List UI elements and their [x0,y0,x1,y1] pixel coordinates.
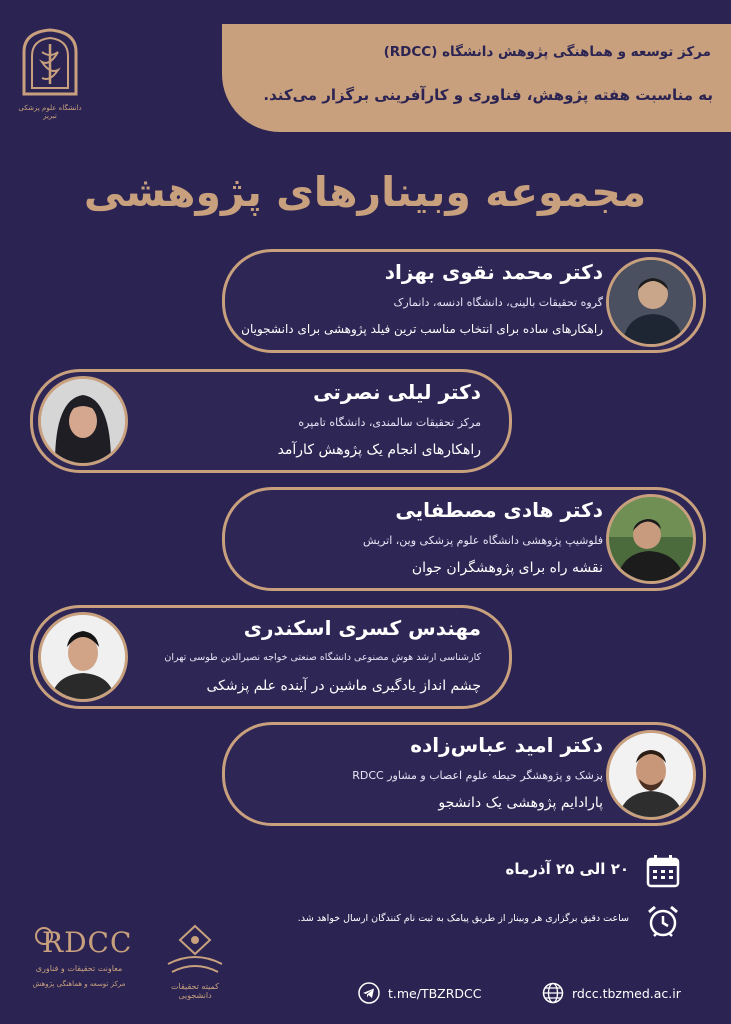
banner-line-2: به مناسبت هفته پژوهش، فناوری و کارآفرینی برگزار می‌کند. [263,86,713,104]
alarm-clock-icon [644,902,682,940]
speaker-affiliation: مرکز تحقیقات سالمندی، دانشگاه تامپره [298,416,481,429]
speaker-name: دکتر هادی مصطفایی [395,498,603,522]
telegram-link-text: t.me/TBZRDCC [388,985,482,1001]
person-avatar-icon [609,260,693,344]
speaker-photo-4 [38,612,128,702]
speaker-topic: پارادایم پژوهشی یک دانشجو [438,795,603,811]
speaker-name: دکتر امید عباس‌زاده [410,733,603,757]
person-avatar-icon [609,733,693,817]
speaker-photo-2 [38,376,128,466]
rdcc-logo [30,922,133,1004]
page-title: مجموعه وبینارهای پژوهشی [83,168,647,216]
person-avatar-icon [609,497,693,581]
university-logo [18,26,82,124]
speaker-topic: راهکارهای انجام یک پژوهش کارآمد [277,442,481,458]
banner-line-1: مرکز توسعه و هماهنگی پژوهش دانشگاه (RDCC) [383,44,711,60]
person-avatar-icon [41,615,125,699]
speaker-name: دکتر محمد نقوی بهزاد [384,260,603,284]
rdcc-logo-caption: معاونت تحقیقات و فناوری [35,964,123,973]
rdcc-logo-caption-2: مرکز توسعه و هماهنگی پژوهش [32,980,126,988]
person-avatar-icon [41,379,125,463]
website-link[interactable] [542,982,681,1004]
speaker-affiliation: فلوشیپ پژوهشی دانشگاه علوم پزشکی وین، اتریش [362,534,603,547]
speaker-affiliation: پزشک و پژوهشگر حیطه علوم اعصاب و مشاور RDCC [352,769,603,782]
header-banner [222,24,731,132]
globe-icon [542,982,564,1004]
speaker-affiliation: گروه تحقیقات بالینی، دانشگاه ادنسه، دانمارک [393,296,603,309]
telegram-link[interactable] [358,982,482,1004]
student-research-logo-caption: کمیته تحقیقات دانشجویی [171,982,219,1000]
speaker-topic: راهکارهای ساده برای انتخاب مناسب ترین فیلد پژوهشی برای دانشجویان [241,322,603,336]
speaker-topic: چشم انداز یادگیری ماشین در آینده علم پزشکی [206,678,481,694]
website-link-text: rdcc.tbzmed.ac.ir [572,985,681,1001]
speaker-photo-1 [606,257,696,347]
speaker-name: دکتر لیلی نصرتی [313,380,481,404]
student-research-logo-icon [158,920,232,980]
telegram-icon [358,982,380,1004]
speaker-name: مهندس کسری اسکندری [243,616,481,640]
time-note: ساعت دقیق برگزاری هر وبینار از طریق پیامک به ثبت نام کنندگان ارسال خواهد شد. [297,913,629,924]
university-logo-icon [18,26,82,96]
speaker-photo-5 [606,730,696,820]
speaker-affiliation: کارشناسی ارشد هوش مصنوعی دانشگاه صنعتی خواجه نصیرالدین طوسی تهران [164,652,481,663]
speaker-topic: نقشه راه برای پژوهشگران جوان [411,560,603,576]
event-date: ۲۰ الی ۲۵ آذرماه [505,860,629,878]
student-research-logo [158,920,232,1006]
university-logo-caption: دانشگاه علوم پزشکی تبریز [18,104,82,121]
rdcc-logo-text: RDCC [42,926,133,959]
calendar-icon [644,852,682,890]
speaker-photo-3 [606,494,696,584]
